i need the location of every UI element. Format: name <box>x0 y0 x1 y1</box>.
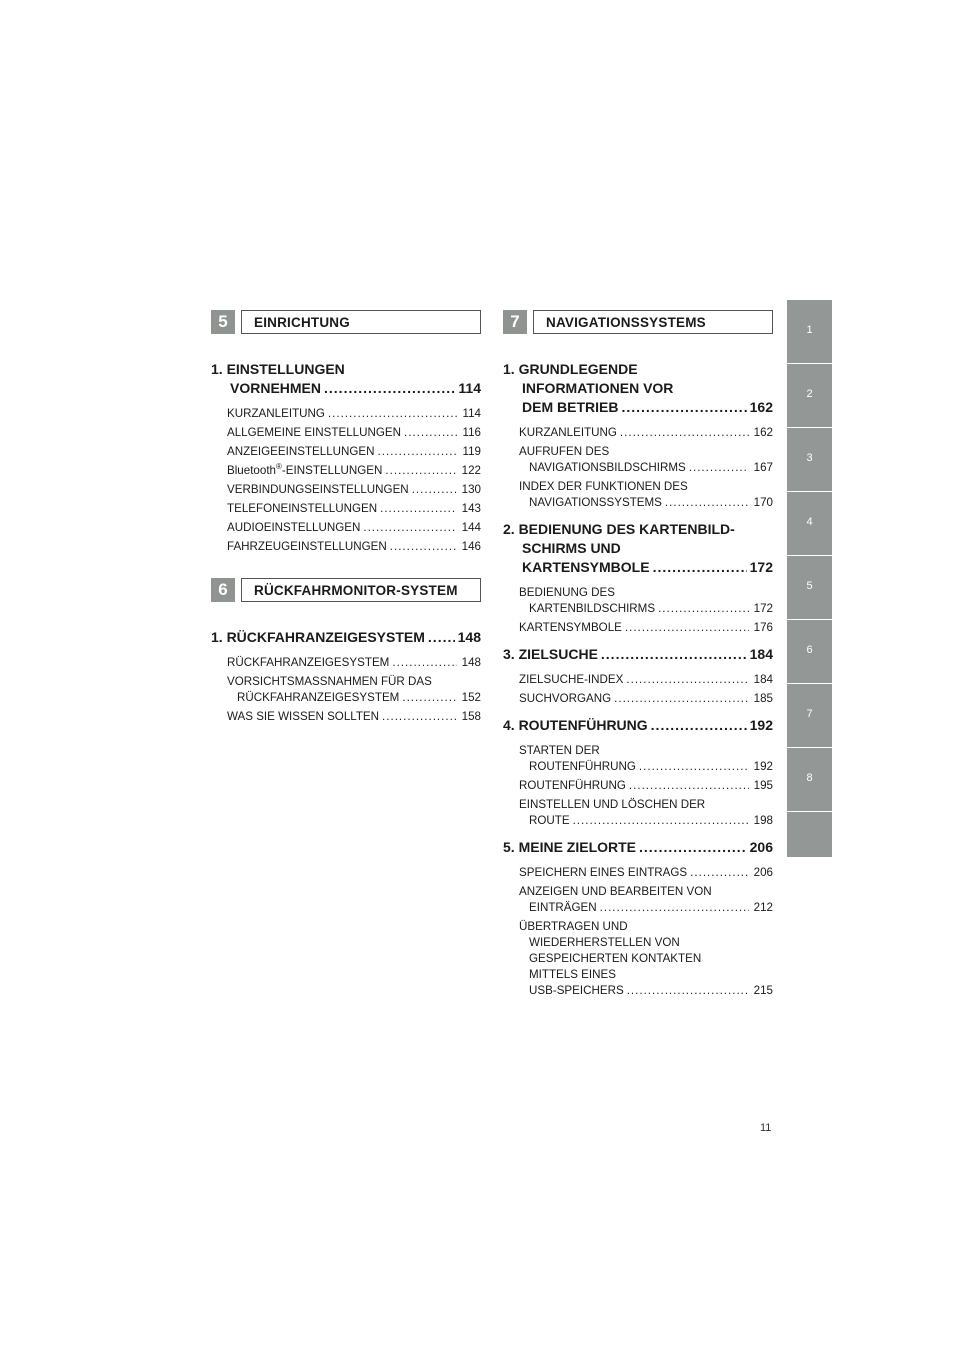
toc-entry <box>227 539 481 555</box>
leader-dots <box>621 398 746 417</box>
chapter-line <box>503 838 773 857</box>
tab-divider <box>787 811 832 812</box>
chapter-tab-bar <box>787 300 832 857</box>
toc-entry <box>519 620 773 636</box>
leader-dots <box>390 539 457 555</box>
entry-title: WAS SIE WISSEN SOLLTEN <box>227 710 380 723</box>
entry-page: 114 <box>462 407 481 420</box>
chapter-line <box>211 379 481 398</box>
leader-dots <box>392 655 456 671</box>
chapter-tab-7: 7 <box>806 708 813 720</box>
toc-entry <box>519 865 773 881</box>
section-title: NAVIGATIONSSYSTEMS <box>533 310 773 334</box>
leader-dots <box>639 759 749 775</box>
entry-page: 172 <box>753 602 773 615</box>
chapter-title: 1. EINSTELLUNGEN <box>211 361 345 377</box>
entry-line <box>227 655 481 671</box>
entry-line <box>227 425 481 441</box>
toc-entry <box>227 482 481 498</box>
leader-dots <box>378 444 458 460</box>
entry-title: ZIELSUCHE-INDEX <box>519 673 624 686</box>
entry-line <box>519 691 773 707</box>
entry-title: AUDIOEINSTELLUNGEN <box>227 521 361 534</box>
entry-line <box>519 865 773 881</box>
tab-divider <box>787 427 832 428</box>
toc-entry <box>519 919 773 999</box>
entry-title: KURZANLEITUNG <box>227 407 325 420</box>
entry-line <box>519 759 773 775</box>
entry-title-part: Bluetooth <box>227 464 276 477</box>
entry-page: 215 <box>753 984 773 997</box>
leader-dots <box>614 691 749 707</box>
chapter-page: 206 <box>749 839 773 855</box>
chapter-tab-8: 8 <box>806 772 813 784</box>
chapter-page: 114 <box>458 380 481 396</box>
section-header-5 <box>211 310 481 334</box>
entry-title: MITTELS EINES <box>529 968 616 981</box>
tab-divider <box>787 747 832 748</box>
toc-entry <box>227 655 481 671</box>
leader-dots <box>625 620 749 636</box>
entry-title: NAVIGATIONSBILDSCHIRMS <box>529 461 686 474</box>
section-title: EINRICHTUNG <box>241 310 481 334</box>
entry-title: TELEFONEINSTELLUNGEN <box>227 502 378 515</box>
tab-divider <box>787 363 832 364</box>
tab-divider <box>787 619 832 620</box>
entry-line <box>519 479 773 495</box>
chapter-title: 3. ZIELSUCHE <box>503 646 598 662</box>
section-5-toc <box>211 360 481 555</box>
toc-entry <box>519 479 773 511</box>
chapter-line <box>503 558 773 577</box>
toc-entry <box>227 444 481 460</box>
entry-line <box>519 444 773 460</box>
entry-line <box>227 539 481 555</box>
section-number: 5 <box>211 310 235 334</box>
chapter-title: SCHIRMS UND <box>522 540 621 556</box>
entry-page: 148 <box>461 656 481 669</box>
leader-dots <box>363 520 456 536</box>
entry-page: 170 <box>753 496 773 509</box>
chapter-tab-6: 6 <box>806 644 813 656</box>
chapter-line <box>211 360 481 379</box>
entry-page: 130 <box>461 483 481 496</box>
entry-line <box>519 460 773 476</box>
entry-line <box>227 690 481 706</box>
entry-line <box>519 620 773 636</box>
leader-dots <box>600 900 749 916</box>
entry-page: 176 <box>753 621 773 634</box>
leader-dots <box>380 501 457 517</box>
chapter-tab-3: 3 <box>806 452 813 464</box>
leader-dots <box>385 463 456 479</box>
entry-line <box>519 425 773 441</box>
entry-line <box>519 900 773 916</box>
entry-line <box>519 495 773 511</box>
entry-line <box>227 482 481 498</box>
entry-title-part: -EINSTELLUNGEN <box>281 464 383 477</box>
chapter-line <box>503 539 773 558</box>
chapter-title: 1. RÜCKFAHRANZEIGESYSTEM <box>211 629 425 645</box>
entry-title: FAHRZEUGEINSTELLUNGEN <box>227 540 387 553</box>
page-number: 11 <box>760 1122 772 1134</box>
right-column <box>503 310 773 1002</box>
entry-title: USB-SPEICHERS <box>529 984 624 997</box>
entry-line <box>519 797 773 813</box>
entry-page: 195 <box>753 779 773 792</box>
chapter-page: 192 <box>749 717 773 733</box>
entry-line <box>519 585 773 601</box>
entry-page: 185 <box>753 692 773 705</box>
toc-entry <box>519 778 773 794</box>
toc-entry <box>227 501 481 517</box>
toc-entry <box>227 520 481 536</box>
chapter-line <box>211 628 481 647</box>
entry-title: EINSTELLEN UND LÖSCHEN DER <box>519 798 706 811</box>
entry-title: ANZEIGEEINSTELLUNGEN <box>227 445 375 458</box>
toc-entry <box>227 709 481 725</box>
leader-dots <box>665 495 749 511</box>
section-number: 6 <box>211 578 235 602</box>
chapter-line <box>503 645 773 664</box>
chapter-heading <box>503 645 773 664</box>
leader-dots <box>689 460 749 476</box>
entry-title: WIEDERHERSTELLEN VON <box>529 936 680 949</box>
leader-dots <box>573 813 749 829</box>
entry-line <box>519 884 773 900</box>
entry-title: KARTENSYMBOLE <box>519 621 622 634</box>
tab-divider <box>787 555 832 556</box>
toc-entry <box>519 691 773 707</box>
toc-entry <box>519 797 773 829</box>
chapter-line <box>503 379 773 398</box>
entry-title: BEDIENUNG DES <box>519 586 615 599</box>
entry-page: 143 <box>461 502 481 515</box>
entry-page: 192 <box>753 760 773 773</box>
toc-entry <box>227 406 481 422</box>
chapter-heading <box>503 360 773 417</box>
entry-title: INDEX DER FUNKTIONEN DES <box>519 480 688 493</box>
leader-dots <box>620 425 749 441</box>
registered-mark: ® <box>276 462 282 472</box>
chapter-heading <box>503 716 773 735</box>
entry-line <box>227 501 481 517</box>
entry-title: ANZEIGEN UND BEARBEITEN VON <box>519 885 712 898</box>
section-7-toc <box>503 360 773 999</box>
entry-page: 198 <box>753 814 773 827</box>
entry-line <box>519 743 773 759</box>
entry-title: AUFRUFEN DES <box>519 445 610 458</box>
entry-title: ROUTE <box>529 814 570 827</box>
entry-title: ALLGEMEINE EINSTELLUNGEN <box>227 426 401 439</box>
chapter-heading <box>211 360 481 398</box>
entry-page: 206 <box>753 866 773 879</box>
entry-page: 144 <box>461 521 481 534</box>
leader-dots <box>404 425 458 441</box>
leader-dots <box>653 558 747 577</box>
chapter-heading <box>503 838 773 857</box>
entry-title: RÜCKFAHRANZEIGESYSTEM <box>227 656 390 669</box>
section-header-6 <box>211 578 481 602</box>
chapter-line <box>503 716 773 735</box>
entry-title: SPEICHERN EINES EINTRAGS <box>519 866 688 879</box>
entry-page: 158 <box>461 710 481 723</box>
chapter-page: 172 <box>749 559 773 575</box>
leader-dots <box>601 645 747 664</box>
entry-title: RÜCKFAHRANZEIGESYSTEM <box>237 691 400 704</box>
entry-title: VORSICHTSMASSNAHMEN FÜR DAS <box>227 675 432 688</box>
entry-title: ÜBERTRAGEN UND <box>519 920 628 933</box>
entry-page: 119 <box>462 445 481 458</box>
chapter-heading <box>211 628 481 647</box>
entry-line <box>519 778 773 794</box>
leader-dots <box>382 709 457 725</box>
entry-page: 116 <box>462 426 481 439</box>
entry-title <box>227 463 382 479</box>
entry-title: ROUTENFÜHRUNG <box>529 760 636 773</box>
toc-entry <box>227 425 481 441</box>
toc-entry <box>519 444 773 476</box>
toc-entry <box>519 585 773 617</box>
toc-entry <box>227 674 481 706</box>
entry-title: VERBINDUNGSEINSTELLUNGEN <box>227 483 409 496</box>
leader-dots <box>402 690 456 706</box>
chapter-line <box>503 398 773 417</box>
tab-divider <box>787 683 832 684</box>
leader-dots <box>651 716 747 735</box>
leader-dots <box>412 482 457 498</box>
chapter-title: DEM BETRIEB <box>522 399 619 415</box>
chapter-title: VORNEHMEN <box>230 380 322 396</box>
tab-divider <box>787 491 832 492</box>
entry-line <box>519 951 773 967</box>
entry-page: 212 <box>753 901 773 914</box>
toc-entry <box>227 463 481 479</box>
chapter-tab-1: 1 <box>806 324 813 336</box>
entry-title: STARTEN DER <box>519 744 600 757</box>
chapter-page: 162 <box>749 399 773 415</box>
chapter-title: INFORMATIONEN VOR <box>522 380 674 396</box>
entry-title: ROUTENFÜHRUNG <box>519 779 626 792</box>
chapter-title: 5. MEINE ZIELORTE <box>503 839 637 855</box>
toc-entry <box>519 672 773 688</box>
entry-line <box>227 406 481 422</box>
entry-page: 146 <box>461 540 481 553</box>
leader-dots <box>690 865 749 881</box>
chapter-page: 184 <box>749 646 773 662</box>
chapter-line <box>503 520 773 539</box>
chapter-title: 2. BEDIENUNG DES KARTENBILD- <box>503 521 735 537</box>
leader-dots <box>324 379 455 398</box>
entry-title: NAVIGATIONSSYSTEMS <box>529 496 662 509</box>
leader-dots <box>328 406 458 422</box>
leader-dots <box>627 983 749 999</box>
entry-line <box>227 520 481 536</box>
entry-page: 167 <box>753 461 773 474</box>
left-column <box>211 310 481 728</box>
entry-line <box>519 813 773 829</box>
entry-line <box>519 967 773 983</box>
entry-line <box>519 983 773 999</box>
chapter-line <box>503 360 773 379</box>
leader-dots <box>626 672 748 688</box>
toc-entry <box>519 743 773 775</box>
entry-line <box>519 935 773 951</box>
chapter-heading <box>503 520 773 577</box>
entry-page: 184 <box>753 673 773 686</box>
section-header-7 <box>503 310 773 334</box>
leader-dots <box>658 601 749 617</box>
entry-title: KURZANLEITUNG <box>519 426 617 439</box>
section-title: RÜCKFAHRMONITOR-SYSTEM <box>241 578 481 602</box>
leader-dots <box>629 778 749 794</box>
entry-title: GESPEICHERTEN KONTAKTEN <box>529 952 702 965</box>
toc-entry <box>519 884 773 916</box>
entry-page: 152 <box>461 691 481 704</box>
chapter-title: KARTENSYMBOLE <box>522 559 650 575</box>
entry-line <box>519 672 773 688</box>
chapter-page: 148 <box>457 629 481 645</box>
chapter-tab-2: 2 <box>806 388 813 400</box>
chapter-title: 4. ROUTENFÜHRUNG <box>503 717 648 733</box>
entry-line <box>227 444 481 460</box>
entry-page: 162 <box>753 426 773 439</box>
chapter-title: 1. GRUNDLEGENDE <box>503 361 638 377</box>
entry-line <box>227 674 481 690</box>
entry-line <box>519 919 773 935</box>
entry-title: EINTRÄGEN <box>529 901 597 914</box>
entry-title: SUCHVORGANG <box>519 692 612 705</box>
leader-dots <box>428 628 455 647</box>
entry-line <box>227 463 481 479</box>
section-number: 7 <box>503 310 527 334</box>
chapter-tab-4: 4 <box>806 516 813 528</box>
leader-dots <box>639 838 747 857</box>
entry-line <box>227 709 481 725</box>
entry-title: KARTENBILDSCHIRMS <box>529 602 656 615</box>
entry-page: 122 <box>461 464 481 477</box>
chapter-tab-5: 5 <box>806 580 813 592</box>
entry-line <box>519 601 773 617</box>
toc-entry <box>519 425 773 441</box>
section-6-toc <box>211 628 481 725</box>
